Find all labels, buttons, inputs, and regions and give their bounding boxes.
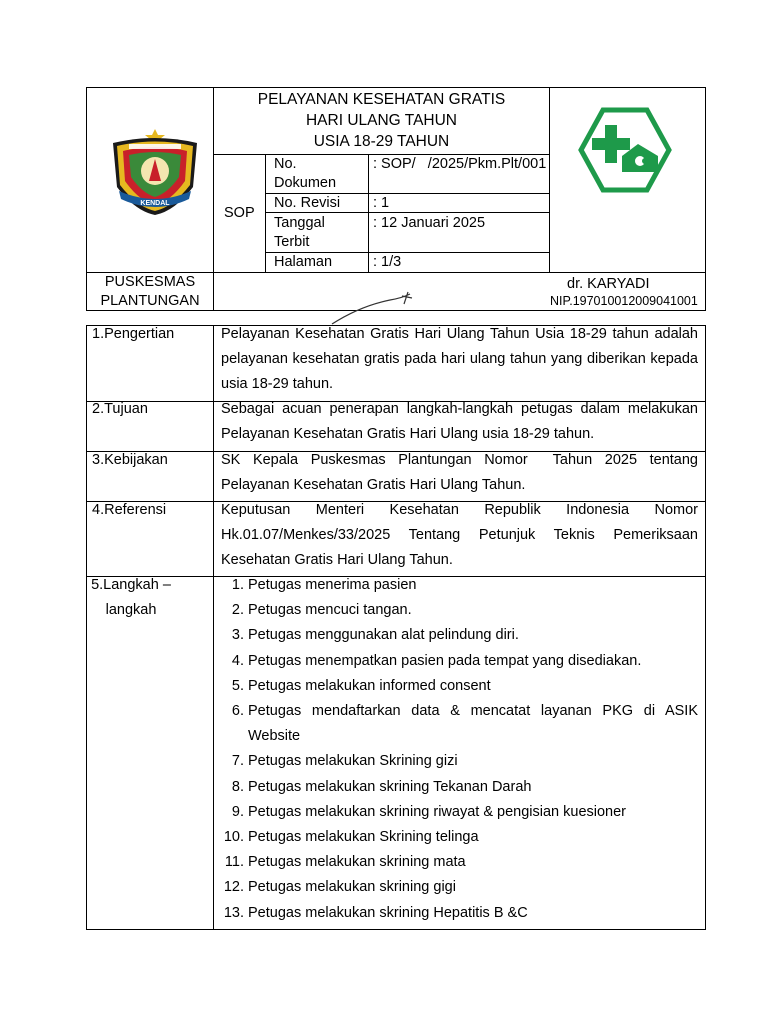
section-label-pengertian: 1.Pengertian <box>92 326 175 342</box>
section-content-tujuan: Sebagai acuan penerapan langkah-langkah petugas dalam melakukan Pelayanan Kesehatan Gratis Hari Ulang usia 18-29 tahun. <box>221 401 698 442</box>
list-item-text: Petugas menerima pasien <box>248 577 417 593</box>
list-item-number: 6. <box>231 703 244 720</box>
list-item-number: 4. <box>231 652 244 669</box>
list-item <box>221 825 698 850</box>
list-item <box>221 573 698 598</box>
meta-value-halaman: : 1/3 <box>373 254 402 270</box>
signer-nip: NIP.197010012009041001 <box>550 294 698 308</box>
section-content-kebijakan: SK Kepala Puskesmas Plantungan Nomor Tahun 2025 tentang Pelayanan Kesehatan Gratis Hari Ulang Tahun. <box>221 452 703 493</box>
title-line: PELAYANAN KESEHATAN GRATIS <box>257 91 506 108</box>
divider <box>368 154 369 272</box>
list-item-number: 10. <box>223 829 244 846</box>
list-item <box>221 623 698 648</box>
org-name: PUSKESMAS PLANTUNGAN <box>100 274 200 309</box>
list-item <box>221 800 698 825</box>
list-item <box>221 649 698 674</box>
divider <box>265 154 266 272</box>
section-label-tujuan: 2.Tujuan <box>92 401 148 417</box>
meta-label-no-revisi: No. Revisi <box>274 195 341 211</box>
list-item-number: 1. <box>231 577 244 593</box>
list-item <box>221 875 698 900</box>
divider <box>549 87 550 272</box>
section-content-referensi: Keputusan Menteri Kesehatan Republik Indonesia Nomor Hk.01.07/Menkes/33/2025 Tentang Petunjuk Teknis Pemeriksaan Kesehatan Gratis Hari Ulang Tahun. <box>221 502 698 568</box>
list-item-number: 3. <box>231 627 244 644</box>
signer-name: dr. KARYADI <box>567 276 650 292</box>
meta-value-tanggal-terbit: : 12 Januari 2025 <box>373 215 486 231</box>
list-item-number: 7. <box>231 753 244 770</box>
title-line: USIA 18-29 TAHUN <box>313 133 450 150</box>
list-item-text: Petugas menggunakan alat pelindung diri. <box>248 627 519 644</box>
list-item-text: Petugas melakukan informed consent <box>248 677 491 694</box>
list-item-text: Petugas melakukan skrining riwayat & pengisian kuesioner <box>248 803 627 820</box>
list-item <box>221 674 698 699</box>
title-line: HARI ULANG TAHUN <box>305 112 457 129</box>
list-item-text: Petugas melakukan Skrining gizi <box>248 753 458 770</box>
document-title <box>214 89 549 152</box>
list-item-text: Petugas mencuci tangan. <box>248 602 412 619</box>
list-item-number: 11. <box>224 854 244 871</box>
puskesmas-logo <box>578 106 672 194</box>
list-item-number: 13. <box>223 904 244 921</box>
list-item-number: 5. <box>231 677 244 694</box>
list-item <box>221 901 698 926</box>
meta-label-halaman: Halaman <box>274 254 333 270</box>
list-item <box>221 598 698 623</box>
sop-label: SOP <box>224 205 255 221</box>
kendal-logo <box>105 125 205 217</box>
list-item-text: Petugas melakukan skrining Tekanan Darah <box>248 778 532 795</box>
list-item-text: Petugas melakukan skrining Hepatitis B &C <box>248 904 528 921</box>
list-item-number: 2. <box>231 602 244 619</box>
list-item-text: Petugas menempatkan pasien pada tempat yang disediakan. <box>248 652 642 669</box>
list-item <box>221 775 698 800</box>
meta-label-tanggal-terbit: Tanggal Terbit <box>274 215 325 250</box>
section-label-langkah: 5.Langkah – langkah <box>91 577 171 618</box>
list-item-number: 8. <box>231 778 244 795</box>
kendal-logo-text: KENDAL <box>140 200 170 207</box>
section-label-kebijakan: 3.Kebijakan <box>92 452 168 468</box>
section-content-pengertian: Pelayanan Kesehatan Gratis Hari Ulang Tahun Usia 18-29 tahun adalah pelayanan kesehatan gratis pada hari ulang tahun yang diberikan kepada usia 18-29 tahun. <box>221 326 698 392</box>
list-item-number: 9. <box>231 803 244 820</box>
list-item-text: Petugas melakukan skrining gigi <box>248 879 456 896</box>
section-label-referensi: 4.Referensi <box>92 502 167 518</box>
steps-list <box>221 573 698 926</box>
meta-label-no-dokumen: No. Dokumen <box>274 156 337 191</box>
meta-value-no-dokumen: : SOP/ /2025/Pkm.Plt/001 <box>373 156 547 172</box>
meta-value-no-revisi: : 1 <box>373 195 390 211</box>
list-item <box>221 850 698 875</box>
list-item-text: Petugas mendaftarkan data & mencatat layanan PKG di ASIK Website <box>248 703 698 745</box>
list-item <box>221 699 698 749</box>
list-item-number: 12. <box>223 879 244 896</box>
list-item <box>221 749 698 774</box>
list-item-text: Petugas melakukan skrining mata <box>248 854 466 871</box>
list-item-text: Petugas melakukan Skrining telinga <box>248 829 479 846</box>
